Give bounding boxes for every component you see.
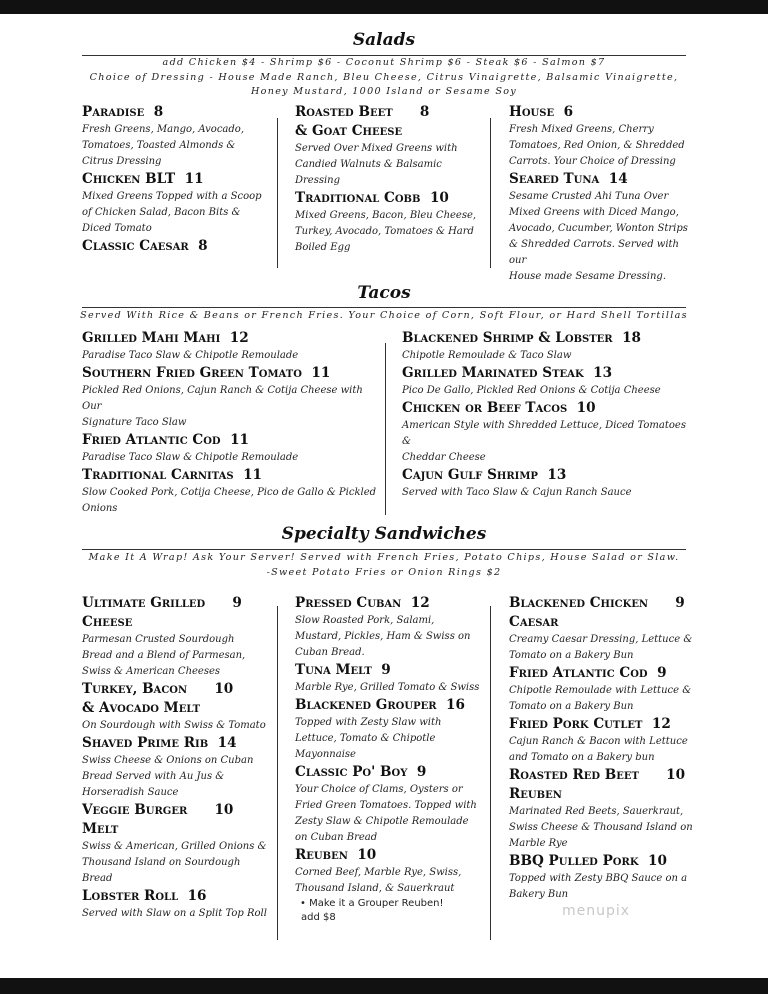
menu-item <box>509 852 699 903</box>
menu-item-description: Swiss & American Cheeses <box>82 666 221 677</box>
menu-item <box>82 734 272 801</box>
menu-item-description: Slow Cooked Pork, Cotija Cheese, Pico de Gallo & Pickled <box>82 487 377 498</box>
menu-item-description: of Chicken Salad, Bacon Bits & <box>82 207 241 218</box>
menu-item-name: Lobster Roll <box>82 888 179 904</box>
menu-item-description: Thousand Island, & Sauerkraut <box>295 883 455 894</box>
menu-item-description: On Sourdough with Swiss & Tomato <box>82 720 266 731</box>
menu-item-name-line <box>509 103 694 122</box>
menu-item <box>82 329 377 364</box>
menu-item-name: Southern Fried Green Tomato <box>82 365 302 381</box>
menu-item <box>509 664 699 715</box>
menu-item-description: Signature Taco Slaw <box>82 417 187 428</box>
menu-item-name: Fried Pork Cutlet <box>509 716 643 732</box>
salads-col <box>82 103 267 256</box>
menu-item-name-line <box>295 763 485 782</box>
menu-item <box>82 170 267 237</box>
menu-item-name-line <box>402 329 692 348</box>
menu-item-description: Citrus Dressing <box>82 156 162 167</box>
menu-item-description: Pickled Red Onions, Cajun Ranch & Cotija Cheese with Our <box>82 385 363 412</box>
menu-item-price: 12 <box>229 330 249 346</box>
menu-item-description: Boiled Egg <box>295 242 351 253</box>
menu-item <box>82 431 377 466</box>
menu-item-name-line <box>509 715 699 734</box>
menu-item-name-cont: Melt <box>82 821 119 837</box>
menu-item-price: 10 <box>214 802 234 818</box>
menu-item <box>402 466 692 501</box>
menu-item <box>295 846 485 925</box>
menu-item-price: 8 <box>198 238 208 254</box>
menu-item-name: Traditional Cobb <box>295 190 421 206</box>
menu-item-price: 9 <box>657 665 667 681</box>
salads-note-line: Choice of Dressing - House Made Ranch, Bleu Cheese, Citrus Vinaigrette, Balsamic Vinaigrette, <box>89 71 679 83</box>
menu-item-description: Candied Walnuts & Balsamic <box>295 159 442 170</box>
menu-item-name-line <box>295 189 480 208</box>
menu-item-price: 10 <box>648 853 667 869</box>
menu-item <box>295 594 485 661</box>
menu-item-description: Diced Tomato <box>82 223 152 234</box>
menu-item-price: 8 <box>419 104 430 120</box>
salads-note-line: Honey Mustard, 1000 Island or Sesame Soy <box>250 86 518 97</box>
menu-item-name: Classic Caesar <box>82 238 189 254</box>
menu-item-description: Cuban Bread. <box>295 647 365 658</box>
menu-item <box>295 763 485 846</box>
sandwiches-divider <box>490 606 491 940</box>
top-border <box>0 0 768 14</box>
menu-item-name-line <box>295 103 480 122</box>
menu-item <box>509 103 694 170</box>
salads-col <box>509 103 694 285</box>
menu-item-price: 11 <box>184 171 204 187</box>
menu-item-description: Bakery Bun <box>509 889 569 900</box>
menu-item-description: Tomato on a Bakery Bun <box>509 650 634 661</box>
menu-item-description: Paradise Taco Slaw & Chipotle Remoulade <box>82 452 299 463</box>
menu-item-name-line <box>295 661 485 680</box>
menu-item-description: American Style with Shredded Lettuce, Diced Tomatoes & <box>402 420 686 447</box>
menu-item-name-line <box>509 594 699 613</box>
menu-item-name-line <box>509 664 699 683</box>
menu-item-price: 18 <box>622 330 642 346</box>
menu-item-price: 9 <box>381 662 391 678</box>
menu-item-description: Mixed Greens Topped with a Scoop <box>82 191 262 202</box>
salads-divider <box>277 118 278 268</box>
menu-item-description: Thousand Island on Sourdough <box>82 857 241 868</box>
menu-item-name-line <box>402 364 692 383</box>
menu-item-price: 11 <box>230 432 249 448</box>
menu-item-name-line <box>82 237 267 256</box>
menu-item-name-line <box>82 329 377 348</box>
menu-item-price: 10 <box>576 400 596 416</box>
menu-item-name: Pressed Cuban <box>295 595 402 611</box>
menu-item-description: Topped with Zesty Slaw with <box>295 717 442 728</box>
sandwiches-rule <box>82 549 686 550</box>
menu-item <box>402 399 692 466</box>
menu-item-description: Creamy Caesar Dressing, Lettuce & <box>509 634 693 645</box>
menu-item-price: 9 <box>675 595 685 611</box>
menu-item-name-cont: & Goat Cheese <box>295 123 403 139</box>
menu-item-name: BBQ Pulled Pork <box>509 853 639 869</box>
menu-item-price: 10 <box>666 767 686 783</box>
menu-item <box>295 696 485 763</box>
menu-item <box>82 887 272 922</box>
menu-item-description: Fried Green Tomatoes. Topped with <box>295 800 477 811</box>
menu-item-price: 16 <box>446 697 465 713</box>
menu-item <box>82 103 267 170</box>
menu-item-description: and Tomato on a Bakery bun <box>509 752 655 763</box>
menu-item-name-line <box>82 431 377 450</box>
sandwiches-note-line: -Sweet Potato Fries or Onion Rings $2 <box>266 566 502 578</box>
menu-item-name-line <box>509 852 699 871</box>
menu-item <box>82 680 272 734</box>
menu-item-name: Roasted Beet <box>295 104 393 120</box>
menu-item-description: Marinated Red Beets, Sauerkraut, <box>509 806 684 817</box>
menu-item-description: Cheddar Cheese <box>402 452 486 463</box>
menu-item-description: Sesame Crusted Ahi Tuna Over <box>509 191 669 202</box>
menu-item-description: Paradise Taco Slaw & Chipotle Remoulade <box>82 350 299 361</box>
menu-item-description: Cajun Ranch & Bacon with Lettuce <box>509 736 688 747</box>
sandwiches-col <box>82 594 272 922</box>
menu-item-description: Mustard, Pickles, Ham & Swiss on <box>295 631 471 642</box>
menu-item-price: 12 <box>410 595 430 611</box>
bottom-border <box>0 978 768 994</box>
menu-item-price: 14 <box>217 735 237 751</box>
menu-item-name: Veggie Burger <box>82 802 188 818</box>
menu-item-price: 12 <box>651 716 671 732</box>
menu-item-name-line <box>509 170 694 189</box>
menu-item-description: Dressing <box>295 175 341 186</box>
menu-item-description: Horseradish Sauce <box>82 787 179 798</box>
menu-item-name-line <box>295 594 485 613</box>
menu-item-name-line <box>295 846 485 865</box>
sandwiches-divider <box>277 606 278 940</box>
menu-item-description: Mixed Greens with Diced Mango, <box>509 207 679 218</box>
menu-item-description: Mixed Greens, Bacon, Bleu Cheese, <box>295 210 477 221</box>
menu-item-price: 16 <box>187 888 207 904</box>
menu-item-name-line <box>295 696 485 715</box>
menu-item-price: 10 <box>214 681 234 697</box>
menu-item-name-line <box>82 170 267 189</box>
menu-item-description: Parmesan Crusted Sourdough <box>82 634 235 645</box>
menu-item-description: Bread Served with Au Jus & <box>82 771 225 782</box>
menu-item-description: Bread and a Blend of Parmesan, <box>82 650 246 661</box>
menu-item-description: Lettuce, Tomato & Chipotle <box>295 733 436 744</box>
menu-item-name-line <box>82 887 272 906</box>
menu-item-name-line <box>82 364 377 383</box>
menu-item-description: Mayonnaise <box>295 749 356 760</box>
menu-item-description: Topped with Zesty BBQ Sauce on a <box>509 873 688 884</box>
menu-item-price: 11 <box>243 467 263 483</box>
menu-item-name: Fried Atlantic Cod <box>82 432 221 448</box>
tacos-col <box>402 329 692 501</box>
menu-item-name: Grilled Mahi Mahi <box>82 330 221 346</box>
menu-item-price: 10 <box>429 190 449 206</box>
menu-item-price: 9 <box>416 764 427 780</box>
menu-item-description: Fresh Mixed Greens, Cherry <box>509 124 654 135</box>
menu-item-description: Marble Rye, Grilled Tomato & Swiss <box>295 682 480 693</box>
menu-item-name-line <box>402 466 692 485</box>
menu-item-description: Corned Beef, Marble Rye, Swiss, <box>295 867 462 878</box>
menu-item-name: Fried Atlantic Cod <box>509 665 648 681</box>
menu-item-description: Slow Roasted Pork, Salami, <box>295 615 435 626</box>
menu-item <box>509 766 699 852</box>
menu-item <box>295 103 480 189</box>
menu-item-price: 6 <box>563 104 574 120</box>
menu-item-description: Fresh Greens, Mango, Avocado, <box>82 124 244 135</box>
menu-item <box>402 364 692 399</box>
menu-item-description: Tomatoes, Toasted Almonds & <box>82 140 236 151</box>
menu-item-description: Tomato on a Bakery Bun <box>509 701 634 712</box>
menu-item-name-line <box>82 734 272 753</box>
menu-item-description: Onions <box>82 503 118 514</box>
tacos-title: Tacos <box>357 283 411 303</box>
menu-item-description: House made Sesame Dressing. <box>509 271 666 282</box>
menu-item-description: Tomatoes, Red Onion, & Shredded <box>509 140 685 151</box>
menu-item-description: Bread <box>82 873 113 884</box>
menu-item <box>509 594 699 664</box>
menu-item-name: Seared Tuna <box>509 171 600 187</box>
menu-item-name-line <box>509 766 699 785</box>
tacos-col <box>82 329 377 517</box>
menu-item-name: Shaved Prime Rib <box>82 735 209 751</box>
salads-note <box>60 56 708 100</box>
watermark: menupix <box>562 903 631 919</box>
menu-item-description: Served with Taco Slaw & Cajun Ranch Sauce <box>402 487 632 498</box>
menu-item-description: Marble Rye <box>509 838 568 849</box>
sandwiches-col <box>509 594 699 903</box>
menu-item-description: on Cuban Bread <box>295 832 378 843</box>
menu-item-name-cont: Reuben <box>509 786 562 802</box>
menu-item <box>509 170 694 285</box>
menu-item-name: Grilled Marinated Steak <box>402 365 584 381</box>
menu-item-name-line <box>82 594 272 613</box>
menu-item <box>82 801 272 887</box>
menu-item-name: Reuben <box>295 847 348 863</box>
sandwiches-col <box>295 594 485 925</box>
menu-item-price: 9 <box>232 595 242 611</box>
menu-item-description: Swiss & American, Grilled Onions & <box>82 841 267 852</box>
menu-item-name: Ultimate Grilled <box>82 595 206 611</box>
menu-item-name-cont: Cheese <box>82 614 133 630</box>
menu-item-price: 14 <box>608 171 628 187</box>
menu-item-price: 8 <box>153 104 164 120</box>
menu-item-name-line <box>402 399 692 418</box>
menu-item-price: 13 <box>593 365 613 381</box>
menu-item-description: Served with Slaw on a Split Top Roll <box>82 908 267 919</box>
menu-item-name-line <box>82 801 272 820</box>
tacos-note-line: Served With Rice & Beans or French Fries. Your Choice of Corn, Soft Flour, or Hard Shell Tortillas <box>80 310 688 321</box>
menu-item-description: Chipotle Remoulade & Taco Slaw <box>402 350 572 361</box>
tacos-divider <box>385 343 386 515</box>
menu-item-description: Your Choice of Clams, Oysters or <box>295 784 463 795</box>
menu-item-addon: add $8 <box>301 912 336 923</box>
menu-item-price: 11 <box>311 365 331 381</box>
sandwiches-note-line: Make It A Wrap! Ask Your Server! Served with French Fries, Potato Chips, House Salad or Slaw. <box>88 552 680 563</box>
menu-item-name: Paradise <box>82 104 145 120</box>
menu-item-description: Turkey, Avocado, Tomatoes & Hard <box>295 226 474 237</box>
sandwiches-title: Specialty Sandwiches <box>281 524 487 544</box>
menu-item <box>295 661 485 696</box>
menu-item-name: House <box>509 104 555 120</box>
menu-item-description: Avocado, Cucumber, Wonton Strips <box>509 223 688 234</box>
menu-item-name: Chicken BLT <box>82 171 176 187</box>
menu-item <box>82 466 377 517</box>
menu-item-price: 13 <box>547 467 567 483</box>
salads-divider <box>490 118 491 268</box>
menu-item-name: Tuna Melt <box>295 662 372 678</box>
menu-item-name: Classic Po' Boy <box>295 764 408 780</box>
menu-item-description: Swiss Cheese & Thousand Island on <box>509 822 693 833</box>
menu-item-name-cont: & Avocado Melt <box>82 700 201 716</box>
tacos-note <box>60 309 708 324</box>
menu-item-description: Chipotle Remoulade with Lettuce & <box>509 685 692 696</box>
menu-item-description: Served Over Mixed Greens with <box>295 143 458 154</box>
menu-item-name: Chicken or Beef Tacos <box>402 400 568 416</box>
menu-item-name: Roasted Red Beet <box>509 767 639 783</box>
menu-item-description: Pico De Gallo, Pickled Red Onions & Cotija Cheese <box>402 385 661 396</box>
menu-item-name: Blackened Chicken <box>509 595 649 611</box>
salads-note-line: add Chicken $4 - Shrimp $6 - Coconut Shrimp $6 - Steak $6 - Salmon $7 <box>162 57 606 68</box>
menu-item-name-line <box>82 680 272 699</box>
menu-item-description: Zesty Slaw & Chipotle Remoulade <box>295 816 469 827</box>
salads-col <box>295 103 480 256</box>
menu-item-name: Traditional Carnitas <box>82 467 234 483</box>
menu-item <box>82 594 272 680</box>
menu-item <box>82 364 377 431</box>
menu-item <box>295 189 480 256</box>
tacos-rule <box>82 307 686 308</box>
menu-item-description: & Shredded Carrots. Served with our <box>509 239 679 266</box>
menu-item-description: Carrots. Your Choice of Dressing <box>509 156 676 167</box>
menu-item <box>509 715 699 766</box>
menu-item-name: Cajun Gulf Shrimp <box>402 467 538 483</box>
menu-item-name-line <box>82 103 267 122</box>
menu-item-addon: • Make it a Grouper Reuben! <box>300 898 444 909</box>
menu-item-description: Swiss Cheese & Onions on Cuban <box>82 755 254 766</box>
salads-title: Salads <box>352 30 416 50</box>
menu-item <box>402 329 692 364</box>
menu-item-name-line <box>82 466 377 485</box>
menu-item-name: Turkey, Bacon <box>82 681 188 697</box>
menu-item <box>82 237 267 256</box>
menu-item-name: Blackened Shrimp & Lobster <box>402 330 613 346</box>
menu-item-price: 10 <box>357 847 377 863</box>
menu-item-name-cont: Caesar <box>509 614 559 630</box>
menu-item-name: Blackened Grouper <box>295 697 437 713</box>
sandwiches-note <box>60 551 708 580</box>
